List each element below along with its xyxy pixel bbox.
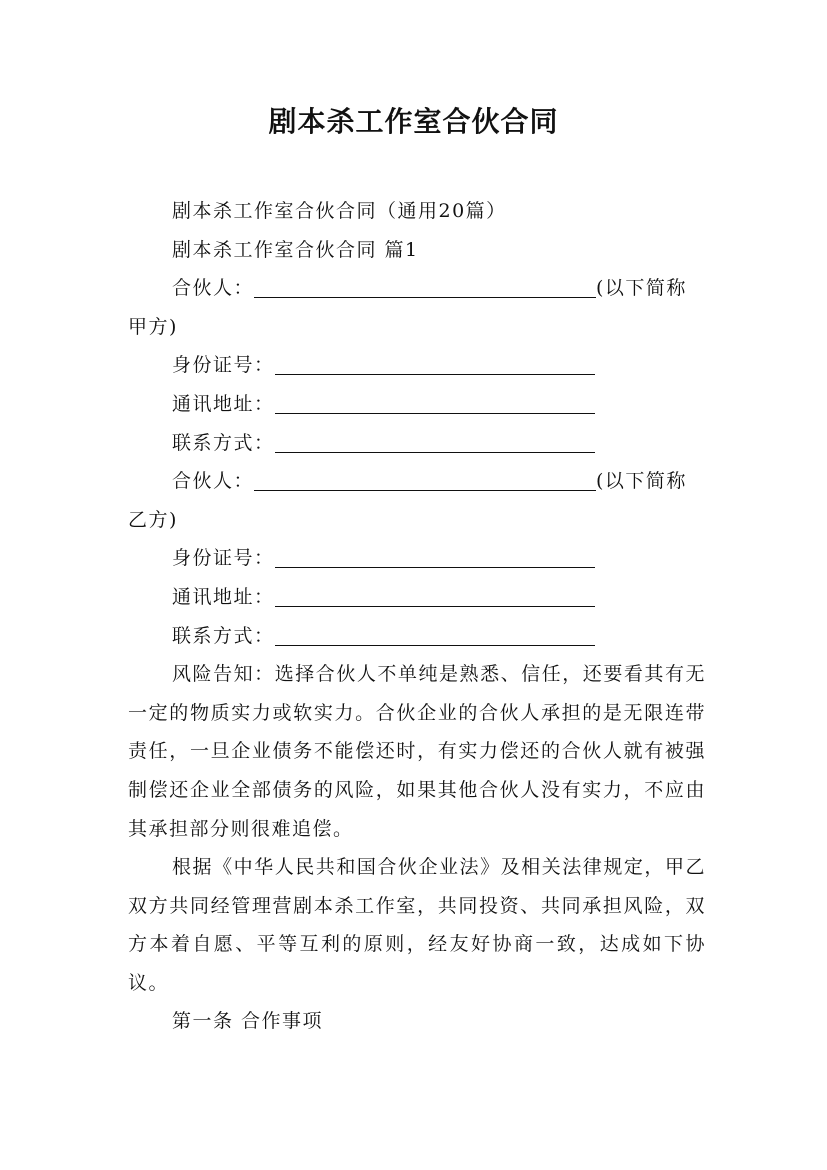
partner-b-id-label: 身份证号：: [172, 547, 275, 570]
partner-a-label: 合伙人：: [172, 277, 255, 300]
partner-a-contact-blank[interactable]: [275, 426, 595, 453]
partner-a-contact-line: [128, 424, 706, 463]
partner-a-id-label: 身份证号：: [172, 354, 275, 377]
partner-a-suffix-head: (以下简称: [596, 277, 687, 300]
partner-a-name-blank[interactable]: [254, 271, 596, 298]
document-body: [128, 192, 706, 1041]
partner-b-address-line: [128, 578, 706, 617]
partner-b-suffix-head: (以下简称: [596, 470, 687, 493]
partner-a-id-line: [128, 346, 706, 385]
partner-b-name-line: [128, 462, 706, 501]
partner-a-address-line: [128, 385, 706, 424]
partner-b-contact-blank[interactable]: [275, 619, 595, 646]
document-title: 剧本杀工作室合伙合同: [268, 105, 559, 138]
partner-a-address-label: 通讯地址：: [172, 392, 275, 415]
partner-a-suffix-tail: 甲方): [128, 315, 178, 338]
partner-b-contact-label: 联系方式：: [172, 624, 275, 647]
subtitle-line: 剧本杀工作室合伙合同（通用20篇）: [172, 200, 507, 222]
partner-b-label: 合伙人：: [172, 470, 255, 493]
partner-a-contact-label: 联系方式：: [172, 431, 275, 454]
partner-b-name-blank[interactable]: [254, 464, 596, 491]
partner-b-address-label: 通讯地址：: [172, 585, 275, 608]
legal-basis-paragraph: 根据《中华人民共和国合伙企业法》及相关法律规定，甲乙双方共同经管理营剧本杀工作室，共同投资、共同承担风险，双方本着自愿、平等互利的原则，经友好协商一致，达成如下协议。: [128, 856, 706, 994]
chapter-heading: 剧本杀工作室合伙合同 篇1: [172, 238, 419, 261]
partner-b-suffix-tail: 乙方): [128, 508, 178, 531]
partner-b-contact-line: [128, 617, 706, 656]
partner-a-address-blank[interactable]: [275, 387, 595, 414]
partner-b-suffix-tail-line: [128, 501, 706, 540]
partner-b-id-line: [128, 539, 706, 578]
partner-a-suffix-tail-line: [128, 308, 706, 347]
partner-a-id-blank[interactable]: [275, 348, 595, 375]
risk-notice-paragraph: 风险告知：选择合伙人不单纯是熟悉、信任，还要看其有无一定的物质实力或软实力。合伙企业的合伙人承担的是无限连带责任，一旦企业债务不能偿还时，有实力偿还的合伙人就有被强制偿还企业全部债务的风险，如果其他合伙人没有实力，不应由其承担部分则很难追偿。: [128, 663, 706, 840]
article-1-heading: 第一条 合作事项: [172, 1010, 324, 1033]
partner-b-id-blank[interactable]: [275, 541, 595, 568]
partner-a-name-line: [128, 269, 706, 308]
partner-b-address-blank[interactable]: [275, 580, 595, 607]
